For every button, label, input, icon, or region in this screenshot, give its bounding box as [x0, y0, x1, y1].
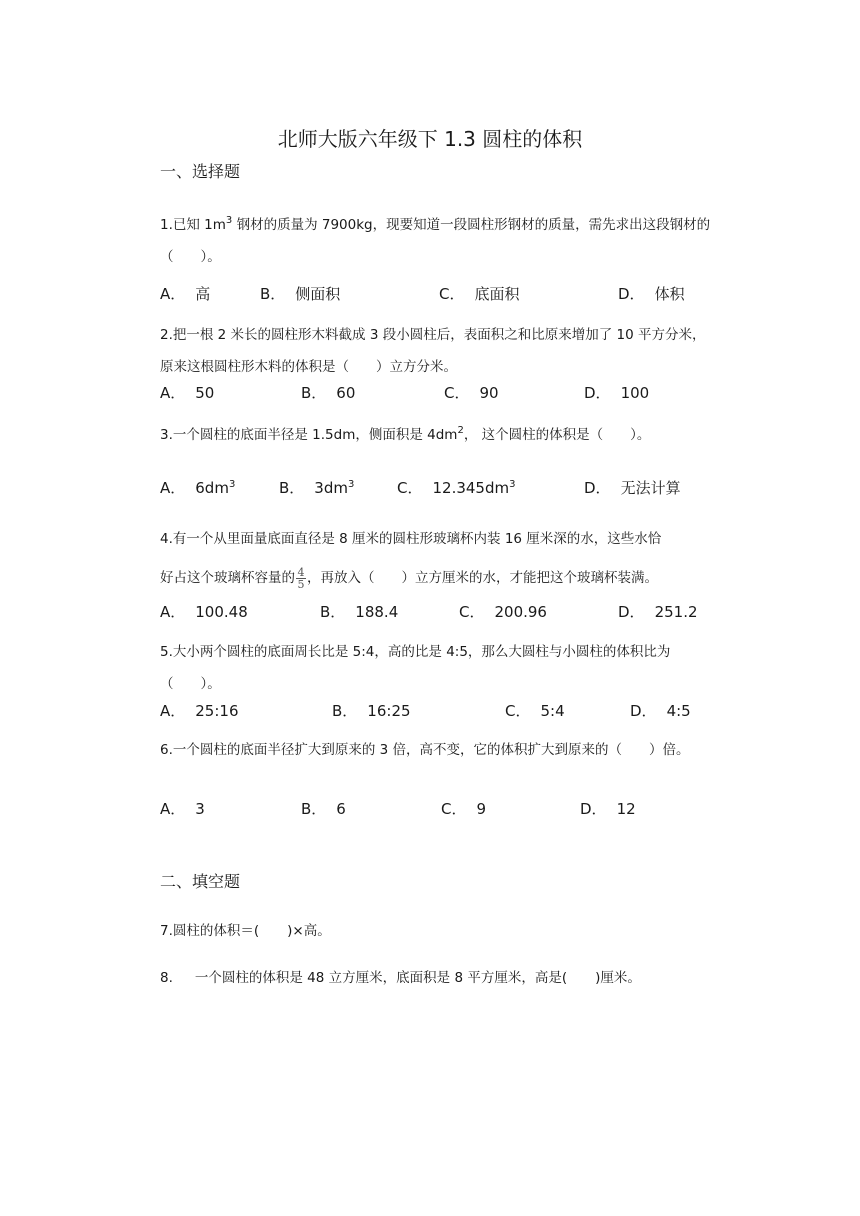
option-b[interactable] [260, 283, 340, 305]
question-3-options [160, 477, 720, 499]
option-text: 251.2 [654, 603, 698, 621]
question-4-line-1: 4.有一个从里面量底面直径是 8 厘米的圆柱形玻璃杯内装 16 厘米深的水，这些水恰 [160, 531, 662, 547]
option-letter: C． [505, 702, 531, 720]
question-5: 5.大小两个圆柱的底面周长比是 5:4，高的比是 4:5，那么大圆柱与小圆柱的体积比为（ ）。 [160, 644, 671, 692]
option-text: 9 [476, 800, 487, 818]
option-letter: B． [332, 702, 358, 720]
option-letter: B． [301, 800, 327, 818]
option-a[interactable] [160, 477, 235, 499]
option-letter: D． [618, 285, 645, 303]
question-4-line-2 [160, 562, 712, 594]
option-d[interactable] [584, 477, 681, 499]
option-letter: C． [441, 800, 467, 818]
option-text: 60 [336, 384, 356, 402]
fraction-numerator: 4 [297, 565, 305, 579]
option-b[interactable] [320, 601, 398, 623]
option-letter: A． [160, 285, 186, 303]
option-text: 底面积 [474, 285, 520, 303]
option-text: 12 [616, 800, 636, 818]
option-text: 侧面积 [295, 285, 341, 303]
question-6: 6.一个圆柱的底面半径扩大到原来的 3 倍，高不变，它的体积扩大到原来的（ ）倍。 [160, 742, 690, 758]
option-d[interactable] [618, 283, 685, 305]
option-a[interactable] [160, 382, 214, 404]
option-letter: C． [459, 603, 485, 621]
option-text: 6dm [195, 479, 229, 497]
option-text: 90 [479, 384, 499, 402]
option-letter: D． [580, 800, 607, 818]
option-d[interactable] [584, 382, 649, 404]
option-c[interactable] [441, 798, 486, 820]
question-1 [160, 209, 712, 273]
option-c[interactable] [444, 382, 499, 404]
question-1-superscript: 3 [225, 215, 233, 226]
question-8 [160, 962, 712, 994]
option-d[interactable] [630, 700, 691, 722]
question-6-options [160, 798, 720, 820]
option-superscript: 3 [347, 479, 355, 490]
question-3-text-post: ， 这个圆柱的体积是（ ）。 [463, 427, 651, 443]
option-text: 100 [620, 384, 650, 402]
option-b[interactable] [332, 700, 411, 722]
option-text: 200.96 [494, 603, 547, 621]
question-1-options [160, 283, 720, 305]
option-superscript: 3 [228, 479, 236, 490]
option-b[interactable] [301, 382, 355, 404]
option-text: 体积 [654, 285, 685, 303]
question-7-text-pre: 7.圆柱的体积＝( [160, 923, 260, 939]
option-letter: B． [260, 285, 286, 303]
option-letter: A． [160, 800, 186, 818]
option-text: 16:25 [367, 702, 411, 720]
option-letter: A． [160, 603, 186, 621]
question-3 [160, 419, 712, 451]
option-letter: A． [160, 479, 186, 497]
question-3-superscript: 2 [457, 425, 464, 436]
option-a[interactable] [160, 283, 210, 305]
option-letter: D． [584, 479, 611, 497]
question-1-text-post: 钢材的质量为 7900kg，现要知道一段圆柱形钢材的质量，需先求出这段钢材的（ ）。 [160, 217, 711, 265]
question-8-number: 8. [160, 970, 173, 986]
option-text: 3 [195, 800, 205, 818]
option-d[interactable] [580, 798, 636, 820]
question-7-text-post: )×高。 [287, 923, 331, 939]
option-b[interactable] [279, 477, 354, 499]
question-1-text-pre: 1.已知 1m [160, 217, 226, 233]
option-text: 无法计算 [620, 479, 681, 497]
option-letter: A． [160, 702, 186, 720]
question-8-text-post: )厘米。 [595, 970, 641, 986]
question-7 [160, 915, 712, 947]
option-letter: D． [584, 384, 611, 402]
option-letter: C． [397, 479, 423, 497]
fraction [296, 567, 306, 590]
option-text: 100.48 [195, 603, 248, 621]
option-b[interactable] [301, 798, 346, 820]
page-title: 北师大版六年级下 1.3 圆柱的体积 [277, 127, 583, 151]
option-text: 25:16 [195, 702, 239, 720]
option-text: 5:4 [540, 702, 565, 720]
option-text: 4:5 [666, 702, 691, 720]
option-letter: A． [160, 384, 186, 402]
option-letter: D． [630, 702, 657, 720]
section-heading-choice: 一、选择题 [160, 162, 241, 181]
option-c[interactable] [397, 477, 515, 499]
option-c[interactable] [505, 700, 565, 722]
option-c[interactable] [459, 601, 547, 623]
option-letter: C． [444, 384, 470, 402]
question-3-text-pre: 3.一个圆柱的底面半径是 1.5dm，侧面积是 4dm [160, 427, 458, 443]
option-letter: B． [301, 384, 327, 402]
option-a[interactable] [160, 601, 248, 623]
option-text: 高 [195, 285, 211, 303]
option-a[interactable] [160, 798, 205, 820]
question-4-text-pre: 好占这个玻璃杯容量的 [160, 570, 295, 586]
option-c[interactable] [439, 283, 520, 305]
option-letter: D． [618, 603, 645, 621]
option-d[interactable] [618, 601, 698, 623]
option-letter: B． [320, 603, 346, 621]
question-2: 2.把一根 2 米长的圆柱形木料截成 3 段小圆柱后，表面积之和比原来增加了 10 平方分米，原来这根圆柱形木料的体积是（ ）立方分米。 [160, 327, 706, 375]
question-4-options [160, 601, 720, 623]
question-8-text-pre: 一个圆柱的体积是 48 立方厘米，底面积是 8 平方厘米，高是( [194, 970, 568, 986]
option-text: 12.345dm [432, 479, 510, 497]
section-heading-fill: 二、填空题 [160, 872, 241, 891]
question-2-options [160, 382, 720, 404]
option-text: 188.4 [355, 603, 399, 621]
option-superscript: 3 [509, 479, 516, 490]
option-text: 50 [195, 384, 215, 402]
option-text: 3dm [314, 479, 348, 497]
option-a[interactable] [160, 700, 239, 722]
option-letter: C． [439, 285, 465, 303]
question-4-text-post: ，再放入（ ）立方厘米的水，才能把这个玻璃杯装满。 [307, 570, 658, 586]
option-letter: B． [279, 479, 305, 497]
fraction-denominator: 5 [297, 577, 305, 591]
option-text: 6 [336, 800, 346, 818]
question-5-options [160, 700, 720, 722]
